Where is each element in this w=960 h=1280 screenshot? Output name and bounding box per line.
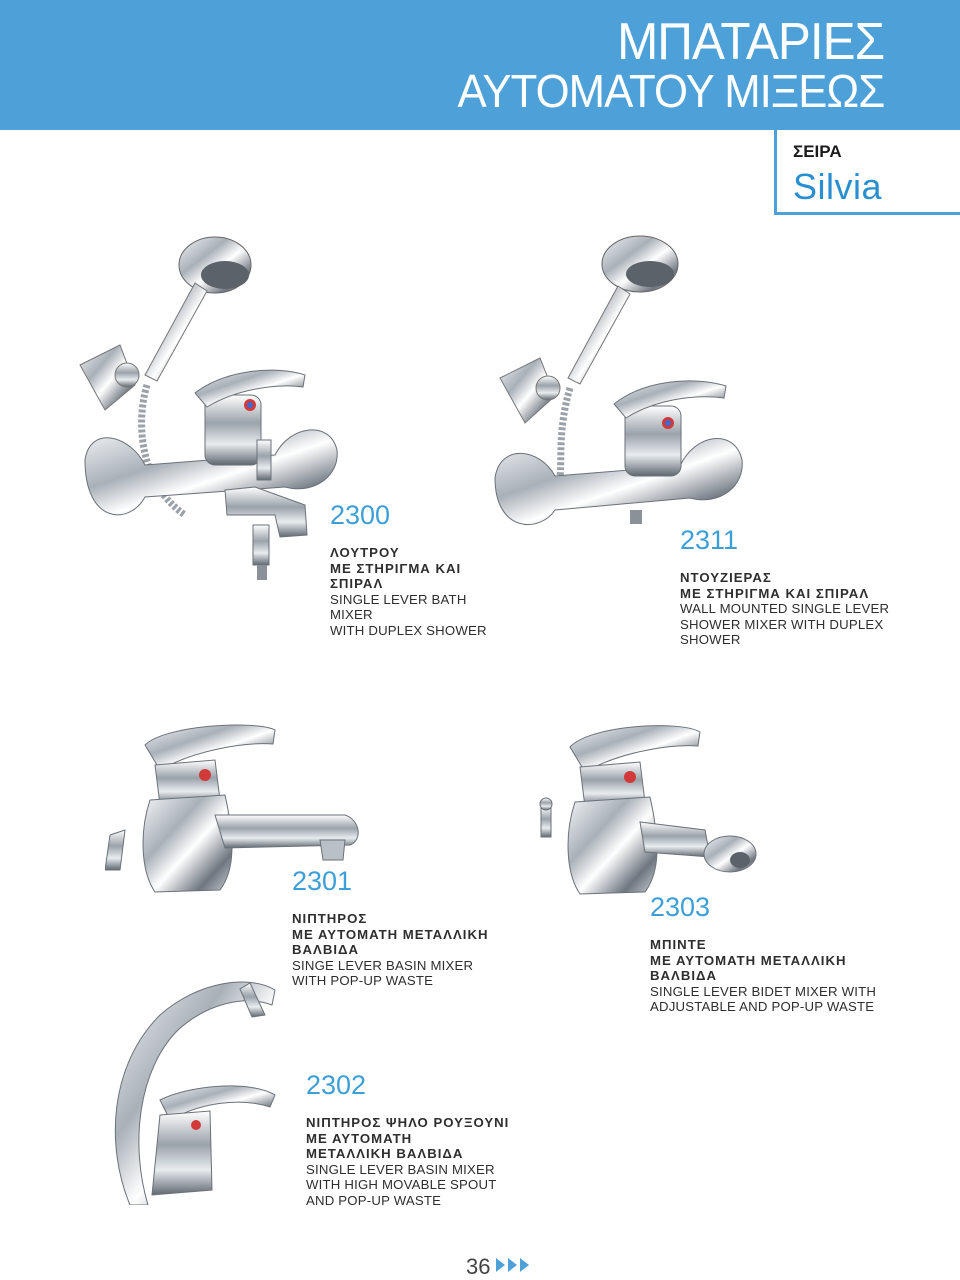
product-desc-line: ΒΑΛΒΙΔΑ — [292, 942, 360, 958]
product-2301 — [292, 866, 489, 989]
product-desc-line: ΜΕ ΣΤΗΡΙΓΜΑ ΚΑΙ ΣΠΙΡΑΛ — [680, 585, 870, 601]
product-desc-line: ADJUSTABLE AND POP-UP WASTE — [650, 999, 875, 1015]
product-desc-line: ΜΕ ΑΥΤΟΜΑΤΗ ΜΕΤΑΛΛΙΚΗ — [292, 926, 489, 942]
bath-mixer-image — [75, 225, 345, 585]
high-spout-mixer-image — [100, 975, 300, 1205]
product-desc-line: ΝΤΟΥΖΙΕΡΑΣ — [680, 570, 772, 585]
page-header — [0, 0, 960, 130]
product-desc-line: SINGE LEVER BASIN MIXER — [292, 957, 474, 973]
product-2302 — [306, 1070, 509, 1209]
product-desc-line: SHOWER MIXER WITH DUPLEX — [680, 616, 884, 632]
product-desc-line: ΛΟΥΤΡΟΥ — [330, 545, 400, 560]
page-number: 36 — [466, 1254, 491, 1279]
product-desc-line: ΒΑΛΒΙΔΑ — [650, 968, 718, 984]
product-desc-line: SINGLE LEVER BASIN MIXER — [306, 1161, 495, 1177]
product-2303 — [650, 892, 876, 1015]
product-desc-line: AND POP-UP WASTE — [306, 1192, 442, 1208]
product-desc-line: ΝΙΠΤΗΡΟΣ — [292, 911, 368, 926]
product-2300 — [330, 500, 487, 639]
product-desc-line: ΜΠΙΝΤΕ — [650, 937, 707, 952]
product-desc-line: ΜΕ ΣΤΗΡΙΓΜΑ ΚΑΙ — [330, 560, 462, 576]
next-arrows-icon — [496, 1258, 532, 1272]
series-name: Silvia — [793, 166, 883, 207]
product-code: 2301 — [292, 866, 353, 896]
bidet-mixer-image — [535, 722, 780, 902]
product-desc-line: ΜΕ ΑΥΤΟΜΑΤΗ — [306, 1130, 413, 1146]
product-desc-line: ΜΕ ΑΥΤΟΜΑΤΗ ΜΕΤΑΛΛΙΚΗ — [650, 952, 847, 968]
product-desc-line: MIXER — [330, 607, 373, 623]
product-desc-line: WALL MOUNTED SINGLE LEVER — [680, 601, 890, 617]
product-desc-line: SINGLE LEVER BATH — [330, 591, 467, 607]
series-label: ΣΕΙΡΑ — [793, 142, 842, 161]
product-desc-line: ΣΠΙΡΑΛ — [330, 576, 384, 592]
page-title-line2: ΑΥΤΟΜΑΤΟΥ ΜΙΞΕΩΣ — [457, 65, 884, 117]
product-code: 2302 — [306, 1070, 367, 1100]
product-code: 2311 — [680, 525, 739, 555]
product-desc-line: SINGLE LEVER BIDET MIXER WITH — [650, 983, 877, 999]
product-desc-line: WITH DUPLEX SHOWER — [330, 622, 487, 638]
product-desc-line: WITH POP-UP WASTE — [292, 973, 434, 989]
series-box — [774, 130, 960, 215]
shower-mixer-image — [490, 228, 750, 528]
product-desc-line: WITH HIGH MOVABLE SPOUT — [306, 1177, 497, 1193]
product-desc-line: SHOWER — [680, 632, 741, 648]
product-code: 2300 — [330, 500, 391, 530]
product-desc-line: ΝΙΠΤΗΡΟΣ ΨΗΛΟ ΡΟΥΞΟΥΝΙ — [306, 1115, 510, 1130]
product-code: 2303 — [650, 892, 711, 922]
product-2311 — [680, 525, 889, 648]
page-title-line1: ΜΠΑΤΑΡΙΕΣ — [616, 13, 884, 71]
product-desc-line: ΜΕΤΑΛΛΙΚΗ ΒΑΛΒΙΔΑ — [306, 1146, 464, 1162]
